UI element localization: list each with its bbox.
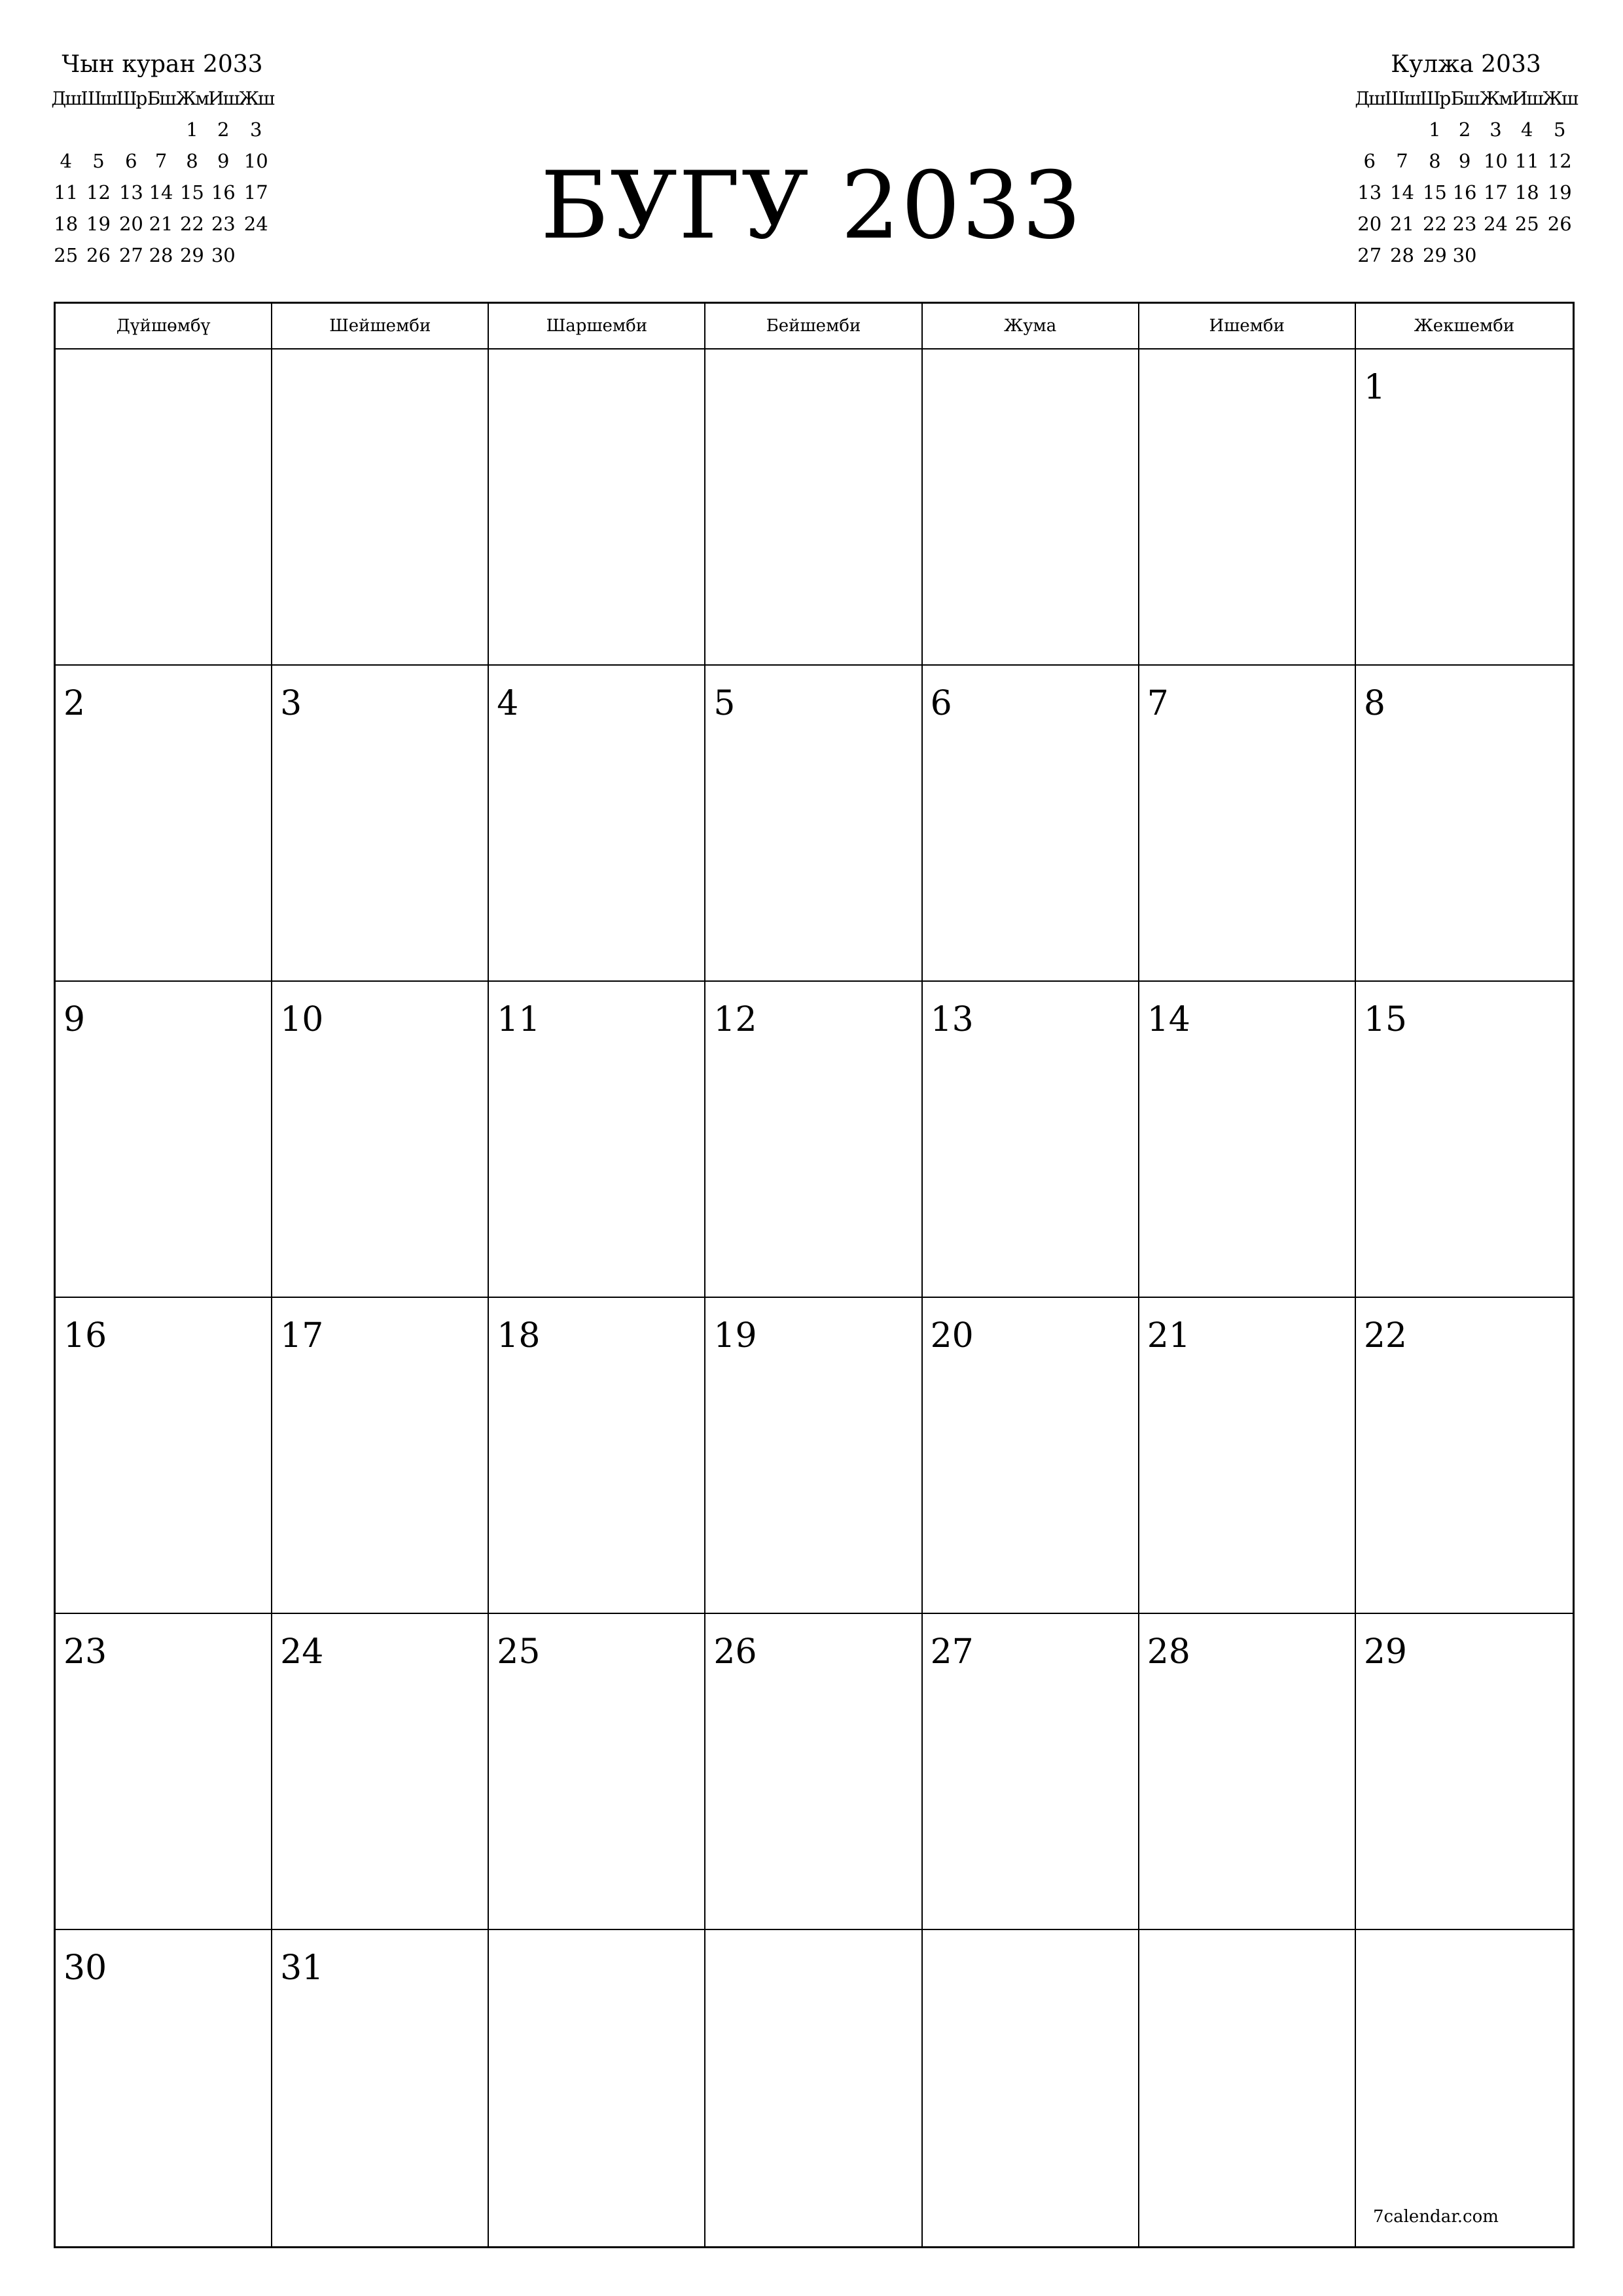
- day-cell[interactable]: [272, 982, 489, 1298]
- day-cell[interactable]: [705, 982, 922, 1298]
- mini-day: [1355, 114, 1384, 145]
- day-cell[interactable]: [56, 350, 272, 666]
- day-number: 19: [713, 1316, 757, 1355]
- mini-day: 27: [118, 244, 143, 266]
- mini-day: 18: [54, 213, 79, 235]
- mini-day: 10: [1483, 150, 1508, 172]
- day-number: 30: [63, 1948, 107, 1988]
- mini-day: 11: [54, 181, 79, 204]
- day-cell[interactable]: [923, 1930, 1139, 2246]
- mini-day: 25: [54, 244, 79, 266]
- day-number: 24: [280, 1632, 324, 1672]
- day-number: 16: [63, 1316, 107, 1355]
- mini-day: 6: [1363, 150, 1376, 172]
- day-cell[interactable]: [923, 350, 1139, 666]
- day-cell[interactable]: [272, 666, 489, 982]
- day-cell[interactable]: [923, 666, 1139, 982]
- mini-day: 15: [179, 181, 204, 204]
- mini-day: 21: [149, 213, 173, 235]
- mini-day: 26: [1547, 213, 1572, 235]
- day-number: 2: [63, 684, 86, 723]
- mini-day: [1384, 114, 1419, 145]
- day-number: 15: [1363, 1000, 1408, 1039]
- day-cell[interactable]: [1356, 666, 1573, 982]
- day-number: 28: [1147, 1632, 1190, 1672]
- day-cell[interactable]: [705, 666, 922, 982]
- mini-weekday-label: Жш: [1542, 88, 1577, 109]
- mini-day: 4: [60, 150, 72, 172]
- day-number: 5: [713, 684, 736, 723]
- weekday-header-row: [56, 304, 1573, 350]
- mini-day: 16: [1452, 181, 1477, 204]
- week-row: [56, 1298, 1573, 1614]
- day-number: 14: [1147, 1000, 1190, 1039]
- day-number: 21: [1147, 1316, 1190, 1355]
- day-cell[interactable]: [705, 350, 922, 666]
- mini-day: 16: [211, 181, 236, 204]
- day-number: 8: [1363, 684, 1385, 723]
- mini-day: 2: [217, 118, 230, 141]
- day-number: 27: [930, 1632, 974, 1672]
- day-cell[interactable]: [272, 350, 489, 666]
- day-number: 17: [280, 1316, 324, 1355]
- mini-day: 3: [250, 118, 262, 141]
- mini-calendar-title: Кулжа 2033: [1391, 51, 1541, 78]
- mini-day: 19: [86, 213, 111, 235]
- day-cell[interactable]: [923, 1614, 1139, 1930]
- mini-day: 14: [149, 181, 173, 204]
- mini-day: 3: [1489, 118, 1502, 141]
- weekday-label: Жекшемби: [1356, 304, 1573, 350]
- mini-day: 7: [1396, 150, 1408, 172]
- day-number: 6: [930, 684, 952, 723]
- mini-day: 20: [1357, 213, 1382, 235]
- day-number: 22: [1363, 1316, 1408, 1355]
- mini-weekday-label: Шр: [116, 88, 147, 109]
- mini-day: 29: [1422, 244, 1447, 266]
- mini-weekday-label: Иш: [208, 88, 239, 109]
- mini-day: 29: [179, 244, 204, 266]
- month-title: БУГУ 2033: [540, 152, 1083, 260]
- mini-weekday-label: Шш: [80, 88, 116, 109]
- day-cell[interactable]: [56, 1298, 272, 1614]
- mini-day: [1480, 240, 1512, 271]
- day-cell[interactable]: [489, 1298, 705, 1614]
- mini-day: 15: [1422, 181, 1447, 204]
- mini-day: 8: [1429, 150, 1441, 172]
- day-number: 9: [63, 1000, 86, 1039]
- mini-day: 8: [186, 150, 198, 172]
- week-row: [56, 1614, 1573, 1930]
- weekday-label: Шаршемби: [489, 304, 705, 350]
- day-number: 3: [280, 684, 302, 723]
- week-row: [56, 666, 1573, 982]
- mini-day: 24: [1483, 213, 1508, 235]
- day-cell[interactable]: [489, 1614, 705, 1930]
- mini-weekday-label: Жм: [1479, 88, 1512, 109]
- day-cell[interactable]: [1356, 1614, 1573, 1930]
- day-number: 12: [713, 1000, 757, 1039]
- day-number: 26: [713, 1632, 757, 1672]
- mini-weekday-label: Жш: [238, 88, 274, 109]
- mini-weekday-label: Шш: [1384, 88, 1420, 109]
- mini-day: 12: [86, 181, 111, 204]
- weekday-label: Бейшемби: [705, 304, 922, 350]
- mini-day: [1512, 240, 1542, 271]
- mini-weekday-label: Дш: [1355, 88, 1385, 109]
- day-cell[interactable]: [1139, 1298, 1356, 1614]
- mini-calendar-next-month: [1355, 46, 1577, 271]
- mini-day: 6: [125, 150, 137, 172]
- mini-day: 30: [211, 244, 236, 266]
- mini-day: 22: [1422, 213, 1447, 235]
- mini-day: 17: [1483, 181, 1508, 204]
- mini-weekday-label: Бш: [1450, 88, 1479, 109]
- day-number: 4: [497, 684, 519, 723]
- day-number: 18: [497, 1316, 541, 1355]
- footer-credit: 7calendar.com: [1373, 2207, 1499, 2227]
- day-cell[interactable]: [1356, 982, 1573, 1298]
- mini-day: 24: [243, 213, 268, 235]
- week-row: [56, 1930, 1573, 2246]
- mini-day: 27: [1357, 244, 1382, 266]
- mini-calendar-title: Чын куран 2033: [62, 51, 263, 78]
- day-number: 7: [1147, 684, 1169, 723]
- mini-day: 20: [118, 213, 143, 235]
- day-cell[interactable]: [1356, 1298, 1573, 1614]
- mini-day: [116, 114, 146, 145]
- day-cell[interactable]: [1356, 350, 1573, 666]
- mini-day: 5: [1554, 118, 1566, 141]
- mini-day: 9: [217, 150, 230, 172]
- weekday-label: Шейшемби: [272, 304, 489, 350]
- mini-day: 21: [1390, 213, 1414, 235]
- mini-weekday-label: Дш: [51, 88, 81, 109]
- day-cell[interactable]: [489, 350, 705, 666]
- day-cell[interactable]: [489, 1930, 705, 2246]
- mini-day: 1: [186, 118, 198, 141]
- day-number: 25: [497, 1632, 541, 1672]
- mini-day: 4: [1521, 118, 1533, 141]
- mini-day: 11: [1514, 150, 1539, 172]
- day-cell[interactable]: [705, 1930, 922, 2246]
- day-cell[interactable]: [56, 666, 272, 982]
- mini-day: 28: [149, 244, 173, 266]
- mini-day: 19: [1547, 181, 1572, 204]
- mini-day: 25: [1514, 213, 1539, 235]
- mini-day: 2: [1458, 118, 1471, 141]
- mini-weekday-label: Шр: [1419, 88, 1450, 109]
- mini-day: 10: [243, 150, 268, 172]
- day-cell[interactable]: [1356, 1930, 1573, 2246]
- mini-day: [51, 114, 80, 145]
- day-cell[interactable]: [1139, 666, 1356, 982]
- mini-day: 26: [86, 244, 111, 266]
- day-cell[interactable]: [1139, 1930, 1356, 2246]
- weekday-label: Ишемби: [1139, 304, 1356, 350]
- mini-day: 23: [211, 213, 236, 235]
- mini-day: 22: [179, 213, 204, 235]
- day-cell[interactable]: [56, 1930, 272, 2246]
- mini-day: 17: [243, 181, 268, 204]
- day-cell[interactable]: [489, 982, 705, 1298]
- day-cell[interactable]: [489, 666, 705, 982]
- day-number: 20: [930, 1316, 974, 1355]
- mini-day: 5: [92, 150, 105, 172]
- day-number: 10: [280, 1000, 324, 1039]
- mini-weekday-label: Бш: [147, 88, 175, 109]
- mini-day: 18: [1514, 181, 1539, 204]
- mini-day: [80, 114, 116, 145]
- mini-day: [1543, 240, 1578, 271]
- day-number: 31: [280, 1948, 324, 1988]
- weekday-label: Дүйшөмбү: [56, 304, 272, 350]
- weekday-label: Жума: [923, 304, 1139, 350]
- day-cell[interactable]: [1139, 982, 1356, 1298]
- mini-weekday-label: Иш: [1512, 88, 1543, 109]
- day-cell[interactable]: [56, 982, 272, 1298]
- month-grid: [54, 302, 1575, 2248]
- day-cell[interactable]: [705, 1614, 922, 1930]
- day-cell[interactable]: [272, 1298, 489, 1614]
- mini-day: 30: [1452, 244, 1477, 266]
- day-number: 1: [1363, 368, 1385, 407]
- mini-day: 9: [1458, 150, 1471, 172]
- day-cell[interactable]: [56, 1614, 272, 1930]
- mini-day: 14: [1390, 181, 1414, 204]
- day-number: 11: [497, 1000, 541, 1039]
- day-cell[interactable]: [1139, 1614, 1356, 1930]
- mini-day: 12: [1547, 150, 1572, 172]
- day-cell[interactable]: [923, 1298, 1139, 1614]
- week-row: [56, 350, 1573, 666]
- mini-weekday-label: Жм: [175, 88, 209, 109]
- mini-calendar-grid: [1355, 84, 1577, 271]
- mini-day: [146, 114, 175, 145]
- mini-day: 23: [1452, 213, 1477, 235]
- day-number: 13: [930, 1000, 974, 1039]
- mini-day: 28: [1390, 244, 1414, 266]
- day-cell[interactable]: [923, 982, 1139, 1298]
- mini-day: 7: [154, 150, 168, 172]
- day-cell[interactable]: [272, 1614, 489, 1930]
- day-cell[interactable]: [272, 1930, 489, 2246]
- week-row: [56, 982, 1573, 1298]
- day-cell[interactable]: [1139, 350, 1356, 666]
- day-number: 23: [63, 1632, 107, 1672]
- day-cell[interactable]: [705, 1298, 922, 1614]
- day-number: 29: [1363, 1632, 1408, 1672]
- mini-day: 13: [1357, 181, 1382, 204]
- mini-day: 13: [118, 181, 143, 204]
- mini-day: 1: [1429, 118, 1441, 141]
